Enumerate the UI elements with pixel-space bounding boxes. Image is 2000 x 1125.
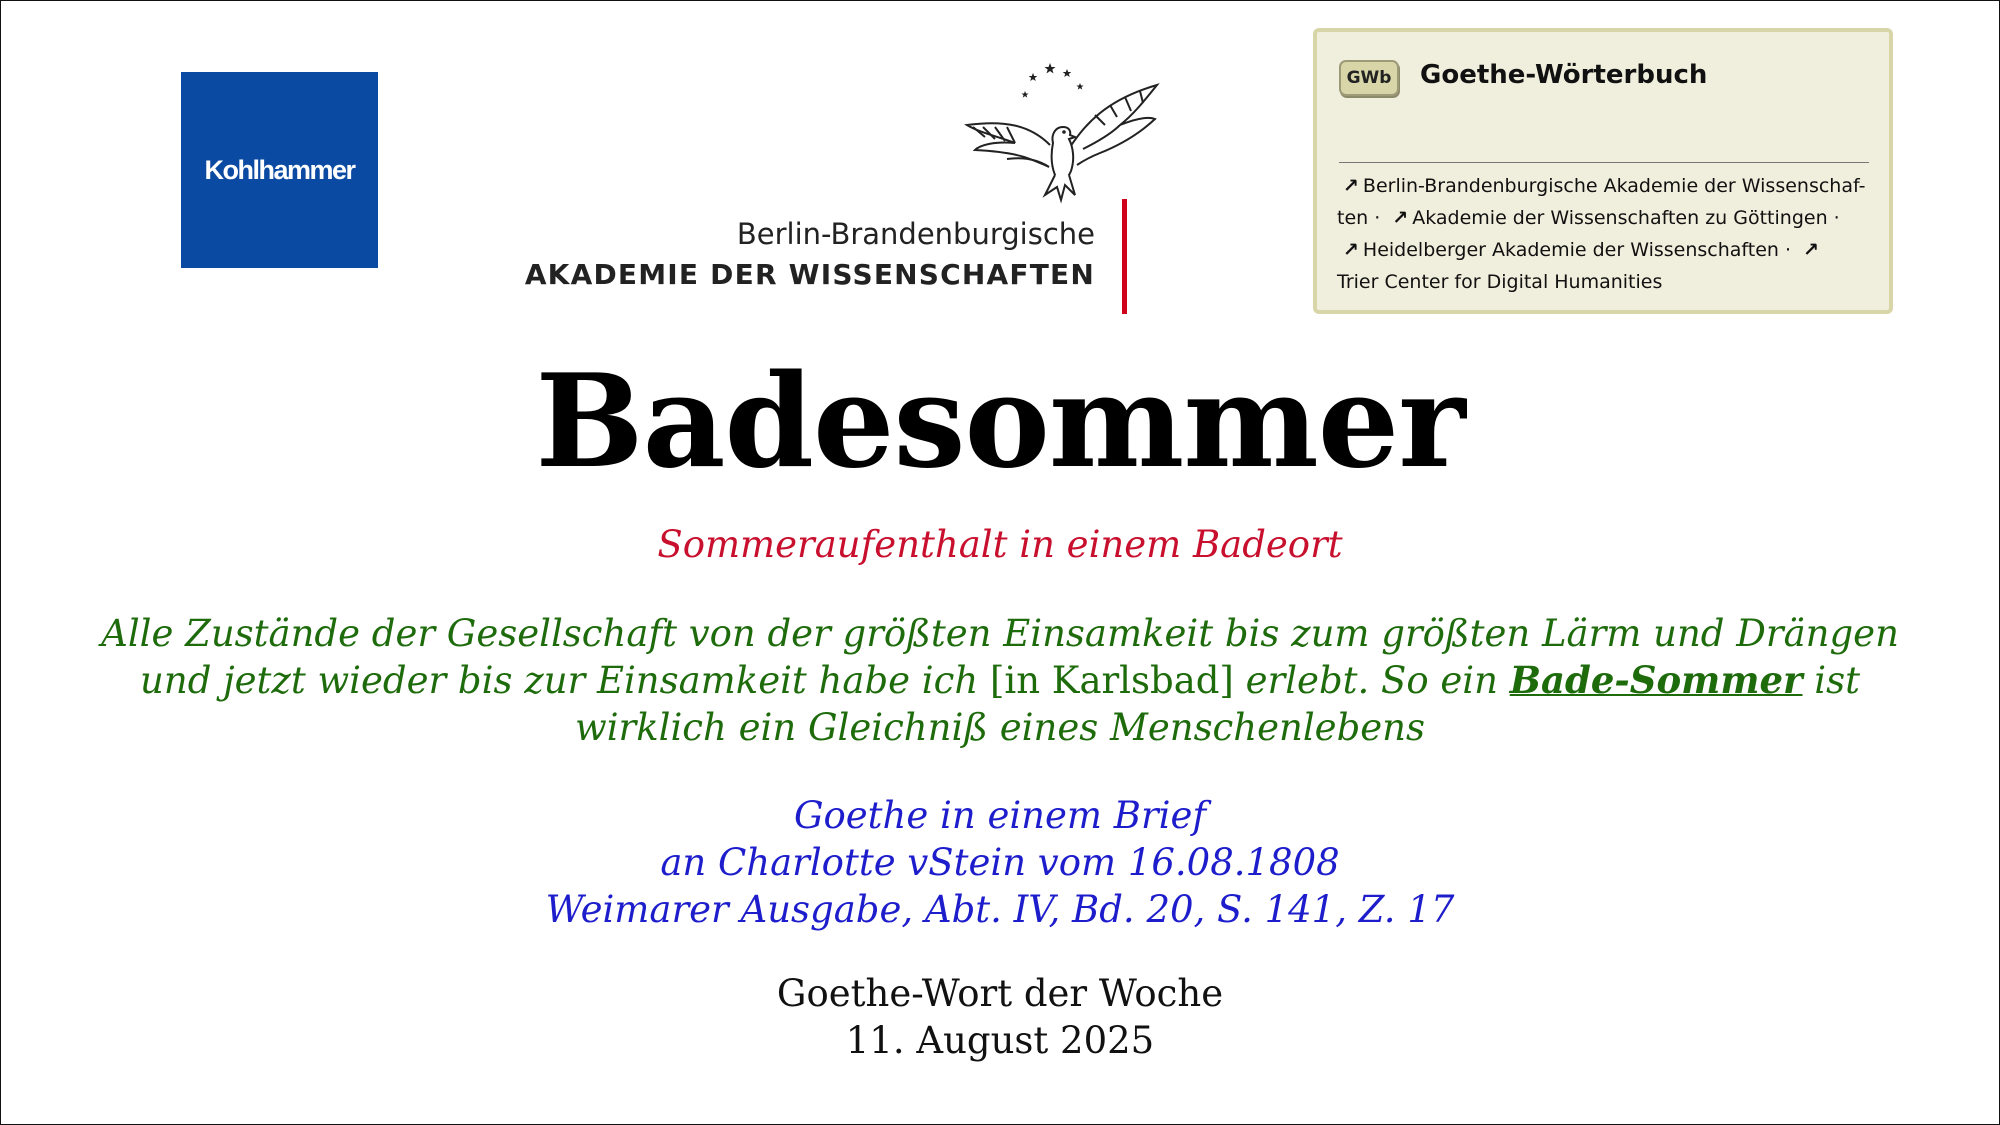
gwb-info-box [1313,28,1893,314]
source-block [0,792,2000,933]
footer [0,970,2000,1064]
quote-segment: und jetzt wieder bis zur Einsamkeit habe ich [140,659,979,702]
footer-date: 11. August 2025 [845,1019,1155,1062]
gwb-divider [1339,162,1869,163]
north-east-arrow-icon: ↗ [1392,207,1409,229]
north-east-arrow-icon: ↗ [1803,239,1820,261]
source-line-1: Goethe in einem Brief [793,794,1207,837]
footer-series-title: Goethe-Wort der Woche [776,972,1224,1015]
definition: Sommeraufenthalt in einem Badeort [657,523,1343,566]
gwb-badge: GWb [1339,60,1399,96]
kohlhammer-logo [181,72,378,268]
kohlhammer-logo-text: Kohlhammer [204,154,355,185]
eagle-logo-icon [945,55,1165,210]
quote-keyword: Bade-Sommer [1509,658,1803,702]
partner-link-bbaw[interactable]: Berlin-Brandenburgische Akademie der Wissenschaf- [1362,175,1866,197]
north-east-arrow-icon: ↗ [1343,239,1359,261]
bbaw-name-line1: Berlin-Brandenburgische [736,217,1095,251]
partner-link-goettingen[interactable]: Akademie der Wissenschaften zu Göttingen · [1412,207,1840,229]
source-line-3: Weimarer Ausgabe, Abt. IV, Bd. 20, S. 141, Z. 17 [545,888,1455,931]
gwb-title: Goethe-Wörterbuch [1420,60,1708,90]
partner-link-bbaw-cont[interactable]: ten · [1337,207,1381,229]
bbaw-red-bar [1122,199,1127,314]
quote-segment: ist [1814,659,1860,702]
quote-segment: erlebt. So ein [1245,659,1498,702]
partner-link-heidelberg[interactable]: Heidelberger Akademie der Wissenschaften · [1362,239,1792,261]
partner-link-trier[interactable]: Trier Center for Digital Humanities [1337,271,1663,293]
gwb-partner-links [1337,170,1877,298]
quote-editorial-insert: [in Karlsbad] [989,659,1234,702]
north-east-arrow-icon: ↗ [1343,175,1359,197]
source-line-2: an Charlotte vStein vom 16.08.1808 [660,841,1340,884]
quote-line-1: Alle Zustände der Gesellschaft von der größten Einsamkeit bis zum größten Lärm und Drängen [101,612,1899,655]
headword: Badesommer [535,347,1465,497]
quote-block [0,610,2000,751]
bbaw-name-line2: AKADEMIE DER WISSENSCHAFTEN [524,258,1095,291]
quote-line-2 [0,657,2000,704]
quote-line-3: wirklich ein Gleichniß eines Menschenlebens [575,706,1425,749]
